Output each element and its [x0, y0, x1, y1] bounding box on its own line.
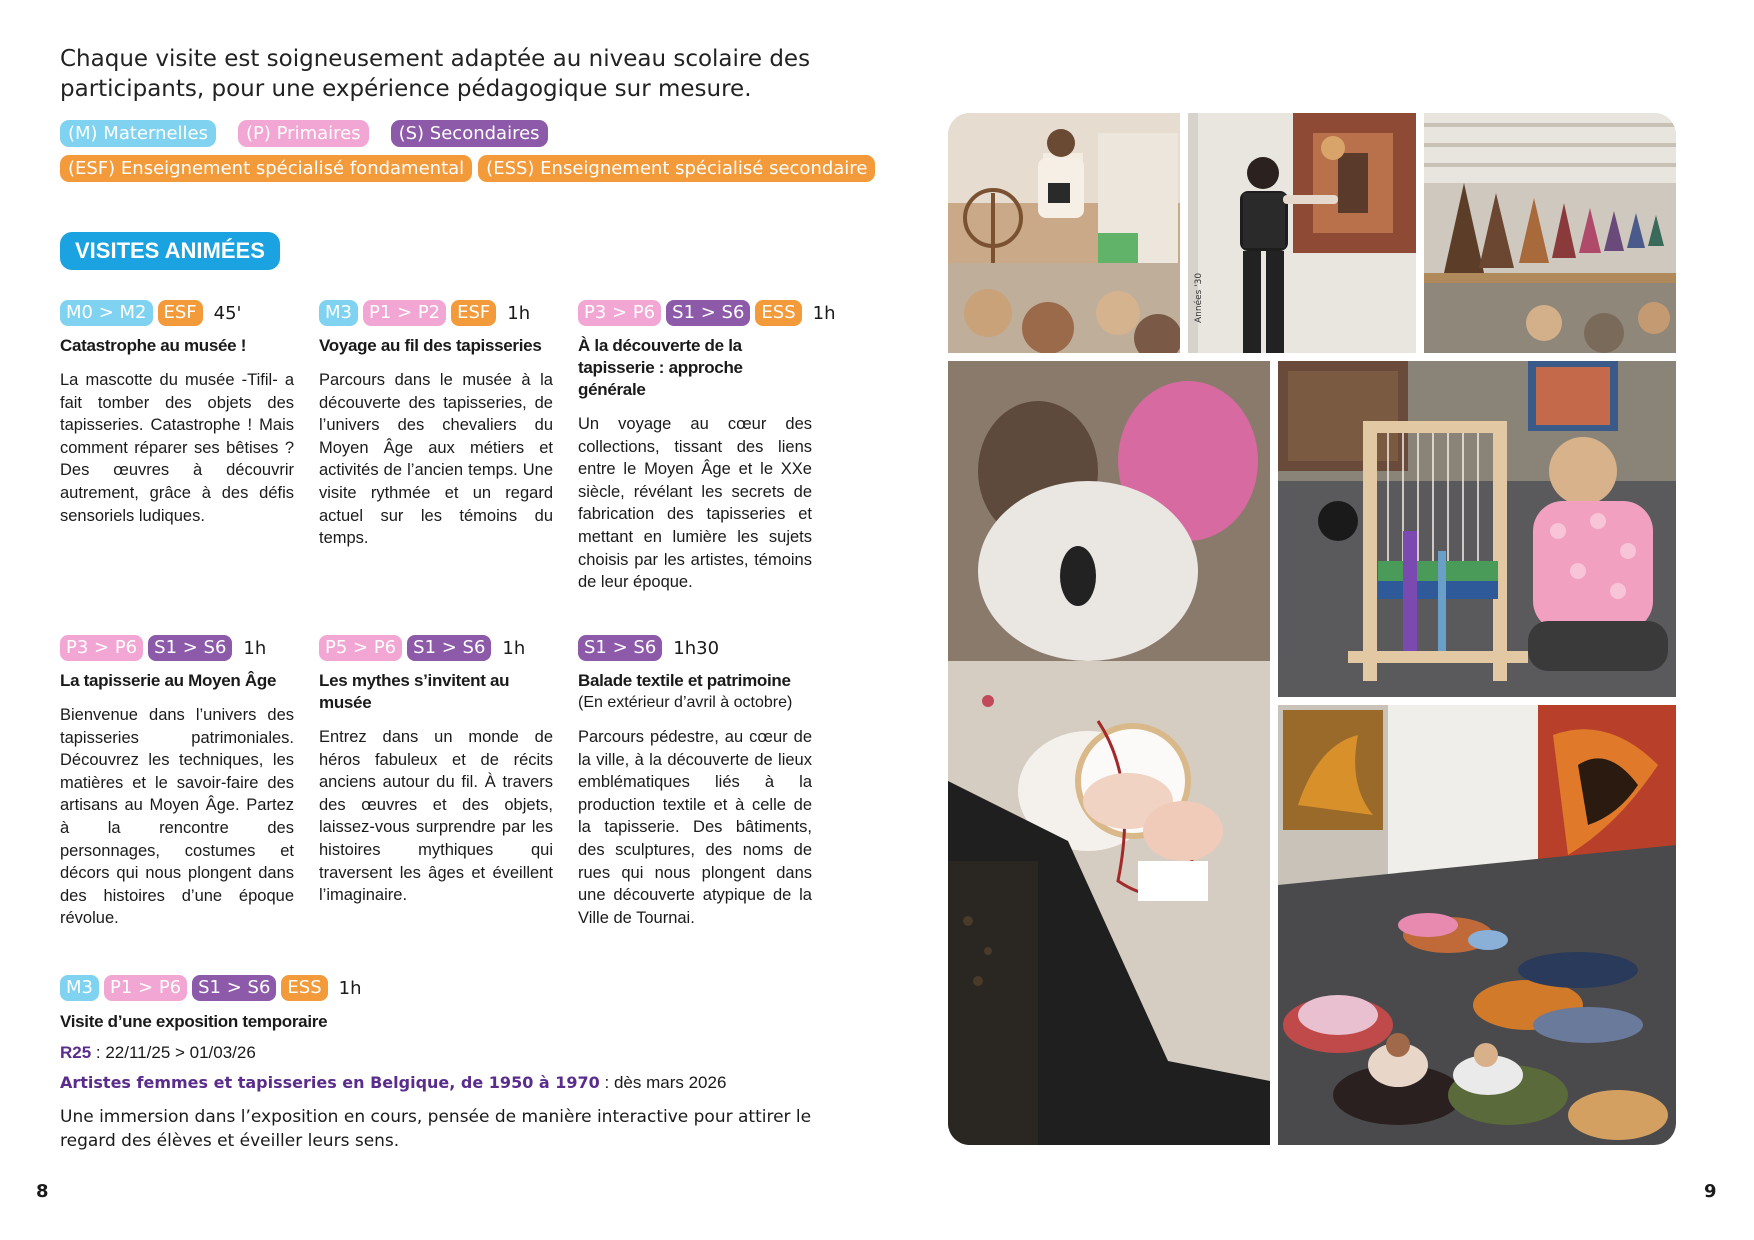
r25-label: R25: [60, 1043, 92, 1062]
level-badge: P5 > P6: [319, 635, 402, 661]
visit-description: Entrez dans un monde de héros fabuleux et de récits anciens autour du fil. À travers des œuvres et des objets, laissez-vous surprendre par les histoires mythiques qui traversent les âges et éveillent l’imaginaire.: [319, 728, 553, 905]
temporary-exhibition: [60, 975, 840, 1153]
duration: 45': [213, 302, 242, 324]
badge-row: [578, 300, 836, 326]
legend-primaires: (P) Primaires: [238, 120, 369, 147]
level-badge: S1 > S6: [148, 635, 232, 661]
visit-description: Parcours dans le musée à la découverte des tapisseries, de l’univers des chevaliers du Moyen Âge aux métiers et activités de l’ancien temps. Une visite rythmée et un regard actuel sur les témoins du temps.: [319, 371, 553, 548]
visit-subtitle: (En extérieur d’avril à octobre): [578, 694, 793, 711]
duration: 1h: [338, 977, 362, 999]
r25-date-range: : 22/11/25 > 01/03/26: [91, 1043, 256, 1062]
visit-title: La tapisserie au Moyen Âge: [60, 671, 277, 690]
photo-collage: [948, 113, 1676, 1145]
duration: 1h30: [673, 637, 720, 659]
level-badge: ESF: [158, 300, 203, 326]
level-badge: M3: [319, 300, 358, 326]
visit-description: Parcours pédestre, au cœur de la ville, à la découverte de lieux emblématiques liés à la production textile et à celle de la tapisserie. Des bâtiments, des sculptures, des noms de rues qui nous plongent dans une découverte atypique de la Ville de Tournai.: [578, 728, 812, 927]
section-title: VISITES ANIMÉES: [60, 232, 280, 270]
photo-children-floor: [1278, 705, 1676, 1145]
level-badge: S1 > S6: [578, 635, 662, 661]
level-badge: S1 > S6: [407, 635, 491, 661]
visit-description: Un voyage au cœur des collections, tissant des liens entre le Moyen Âge et le XXe siècle, révélant les secrets de fabrication des tapisseries et mettant en lumière les sujets choisis par les artistes, témoins de leur époque.: [578, 415, 812, 592]
visit-card: [60, 300, 294, 527]
visit-card: [578, 300, 836, 594]
wall-caption: Années '30: [1194, 272, 1204, 323]
visit-title: Balade textile et patrimoine: [578, 671, 791, 690]
badge-row: [578, 635, 812, 661]
duration: 1h: [507, 302, 531, 324]
photo-storytelling: [948, 113, 1180, 353]
level-badge: S1 > S6: [666, 300, 750, 326]
photo-embroidery: [948, 361, 1270, 1145]
badge-row: [60, 635, 294, 661]
legend-ess: (ESS) Enseignement spécialisé secondaire: [478, 155, 875, 182]
duration: 1h: [243, 637, 267, 659]
intro-text: Chaque visite est soigneusement adaptée au niveau scolaire des participants, pour une expérience pédagogique sur mesure.: [60, 46, 811, 102]
visit-description: Bienvenue dans l’univers des tapisseries patrimoniales. Découvrez les techniques, les matières et le savoir-faire des artisans au Moyen Âge. Partez à la rencontre des personnages, costumes et décors qui nous plongent dans des histoires d’une époque révolue.: [60, 706, 294, 928]
photo-guide-tapestry: [1188, 113, 1416, 353]
visit-title: À la découverte de la tapisserie : approche générale: [578, 336, 743, 399]
photo-yarn-cones: [1424, 113, 1676, 353]
visit-card: [578, 635, 812, 929]
artist-exhibition: [60, 1071, 840, 1095]
visit-description: Une immersion dans l’exposition en cours, pensée de manière interactive pour attirer le regard des élèves et éveiller leurs sens.: [60, 1107, 812, 1151]
page-number-right: 9: [1704, 1181, 1717, 1202]
page-number-left: 8: [36, 1181, 49, 1202]
visit-title: Voyage au fil des tapisseries: [319, 336, 542, 355]
r25-dates: [60, 1041, 840, 1065]
visit-description: La mascotte du musée -Tifil- a fait tomber des objets des tapisseries. Catastrophe ! Mais comment réparer ses bêtises ? Des œuvres à découvrir autrement, grâce à des défis sensoriels ludiques.: [60, 371, 294, 525]
level-badge: P3 > P6: [60, 635, 143, 661]
legend-secondaires: (S) Secondaires: [391, 120, 548, 147]
level-badge: P3 > P6: [578, 300, 661, 326]
level-badge: P1 > P6: [104, 975, 187, 1001]
level-badge: ESS: [281, 975, 327, 1001]
visit-title: Catastrophe au musée !: [60, 336, 247, 355]
duration: 1h: [812, 302, 836, 324]
artist-exhibition-dates: : dès mars 2026: [599, 1073, 727, 1092]
badge-row: [60, 300, 294, 326]
level-badge: S1 > S6: [192, 975, 276, 1001]
badge-row: [319, 635, 553, 661]
visit-card: [319, 635, 553, 907]
artist-exhibition-title: Artistes femmes et tapisseries en Belgique, de 1950 à 1970: [60, 1073, 600, 1092]
badge-row: [319, 300, 553, 326]
level-badge: ESS: [755, 300, 801, 326]
legend-esf: (ESF) Enseignement spécialisé fondamental: [60, 155, 472, 182]
badge-row: [60, 975, 840, 1001]
photo-loom: [1278, 361, 1676, 697]
visit-card: [319, 300, 553, 550]
level-badge: M0 > M2: [60, 300, 153, 326]
level-legend: [60, 120, 868, 190]
level-badge: ESF: [451, 300, 496, 326]
level-badge: M3: [60, 975, 99, 1001]
visit-title: Visite d’une exposition temporaire: [60, 1012, 328, 1031]
duration: 1h: [502, 637, 526, 659]
visit-card: [60, 635, 294, 930]
level-badge: P1 > P2: [363, 300, 446, 326]
visit-title: Les mythes s’invitent au musée: [319, 671, 510, 712]
legend-maternelles: (M) Maternelles: [60, 120, 216, 147]
